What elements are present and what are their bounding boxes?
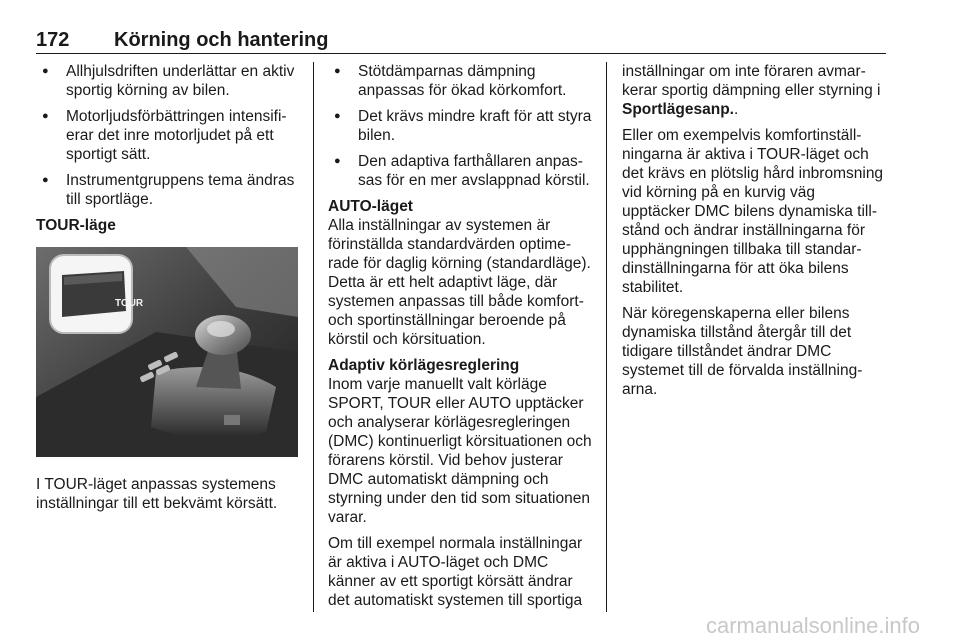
list-item: ● Stötdämparnas dämpning anpassas för ökad körkomfort. (328, 62, 592, 100)
image-caption: I TOUR-läget anpassas systemens inställningar till ett bekvämt körsätt. (36, 476, 278, 512)
list-item: ● Motorljudsförbättringen intensifierar det inre motorljudet på ett sportigt sätt. (36, 107, 298, 164)
sport-mode-setting: Sportlägesanp. (622, 101, 734, 118)
tour-mode-heading: TOUR-läge (36, 217, 116, 234)
feature-list-1 (36, 62, 298, 209)
list-item: ● Allhjulsdriften underlättar en aktiv sportig körning av bilen. (36, 62, 298, 100)
auto-mode-heading: AUTO-läget (328, 198, 413, 215)
watermark: carmanualsonline.info (705, 613, 920, 638)
adaptive-heading: Adaptiv körlägesreglering (328, 357, 520, 374)
page-header (36, 28, 886, 52)
chapter-title: Körning och hantering (114, 29, 329, 51)
column-divider (606, 62, 607, 612)
list-item: ● Den adaptiva farthållaren anpassas för en mer avslappnad körstil. (328, 152, 592, 190)
return-paragraph: När köregenskaperna eller bilens dynamiska tillstånd återgår till det tidigare tillståndet ändrar DMC systemet till de förvalda inställningarna. (622, 305, 863, 398)
continued-paragraph: inställningar om inte föraren avmarkerar sportig dämpning eller styrning i Sportlägesanp.. (622, 63, 881, 118)
page-number: 172 (36, 29, 70, 51)
feature-list-2 (328, 62, 592, 190)
gear-console-illustration (36, 247, 298, 457)
adaptive-text: Inom varje manuellt valt körläge SPORT, TOUR eller AUTO upptäcker och analyserar körlägesregleringen (DMC) kontinuerligt körsituationen och förarens körstil. Vid behov justerar DMC automatiskt dämpning och styrning under den tid som situationen varar. (328, 376, 592, 526)
comfort-paragraph: Eller om exempelvis komfortinställningarna är aktiva i TOUR-läget och det krävs en plötslig hård inbromsning vid körning på en kurvig väg upptäcker DMC bilens dynamiska tillstånd och ändrar inställningarna för upphängningen tillbaka till standardinställningarna för att öka bilens stabilitet. (622, 127, 884, 296)
list-item: ● Det krävs mindre kraft för att styra bilen. (328, 107, 592, 145)
example-text: Om till exempel normala inställningar är aktiva i AUTO-läget och DMC känner av ett sportigt körsätt ändrar det automatiskt systemen till sportiga (328, 535, 583, 609)
header-rule (36, 53, 886, 54)
auto-mode-text: Alla inställningar av systemen är förinställda standardvärden optimerade för daglig körning (standardläge). Detta är ett helt adaptivt läge, där systemen anpassas till både komfort- och sportinställningar beroende på körstil och körsituation. (328, 217, 591, 348)
tour-button-photo (36, 247, 298, 457)
column-3 (622, 62, 886, 406)
column-1 (36, 62, 298, 520)
column-2 (328, 62, 592, 617)
tour-button-label: TOUR (115, 298, 144, 309)
list-item: ● Instrumentgruppens tema ändras till sportläge. (36, 171, 298, 209)
column-divider (313, 62, 314, 612)
